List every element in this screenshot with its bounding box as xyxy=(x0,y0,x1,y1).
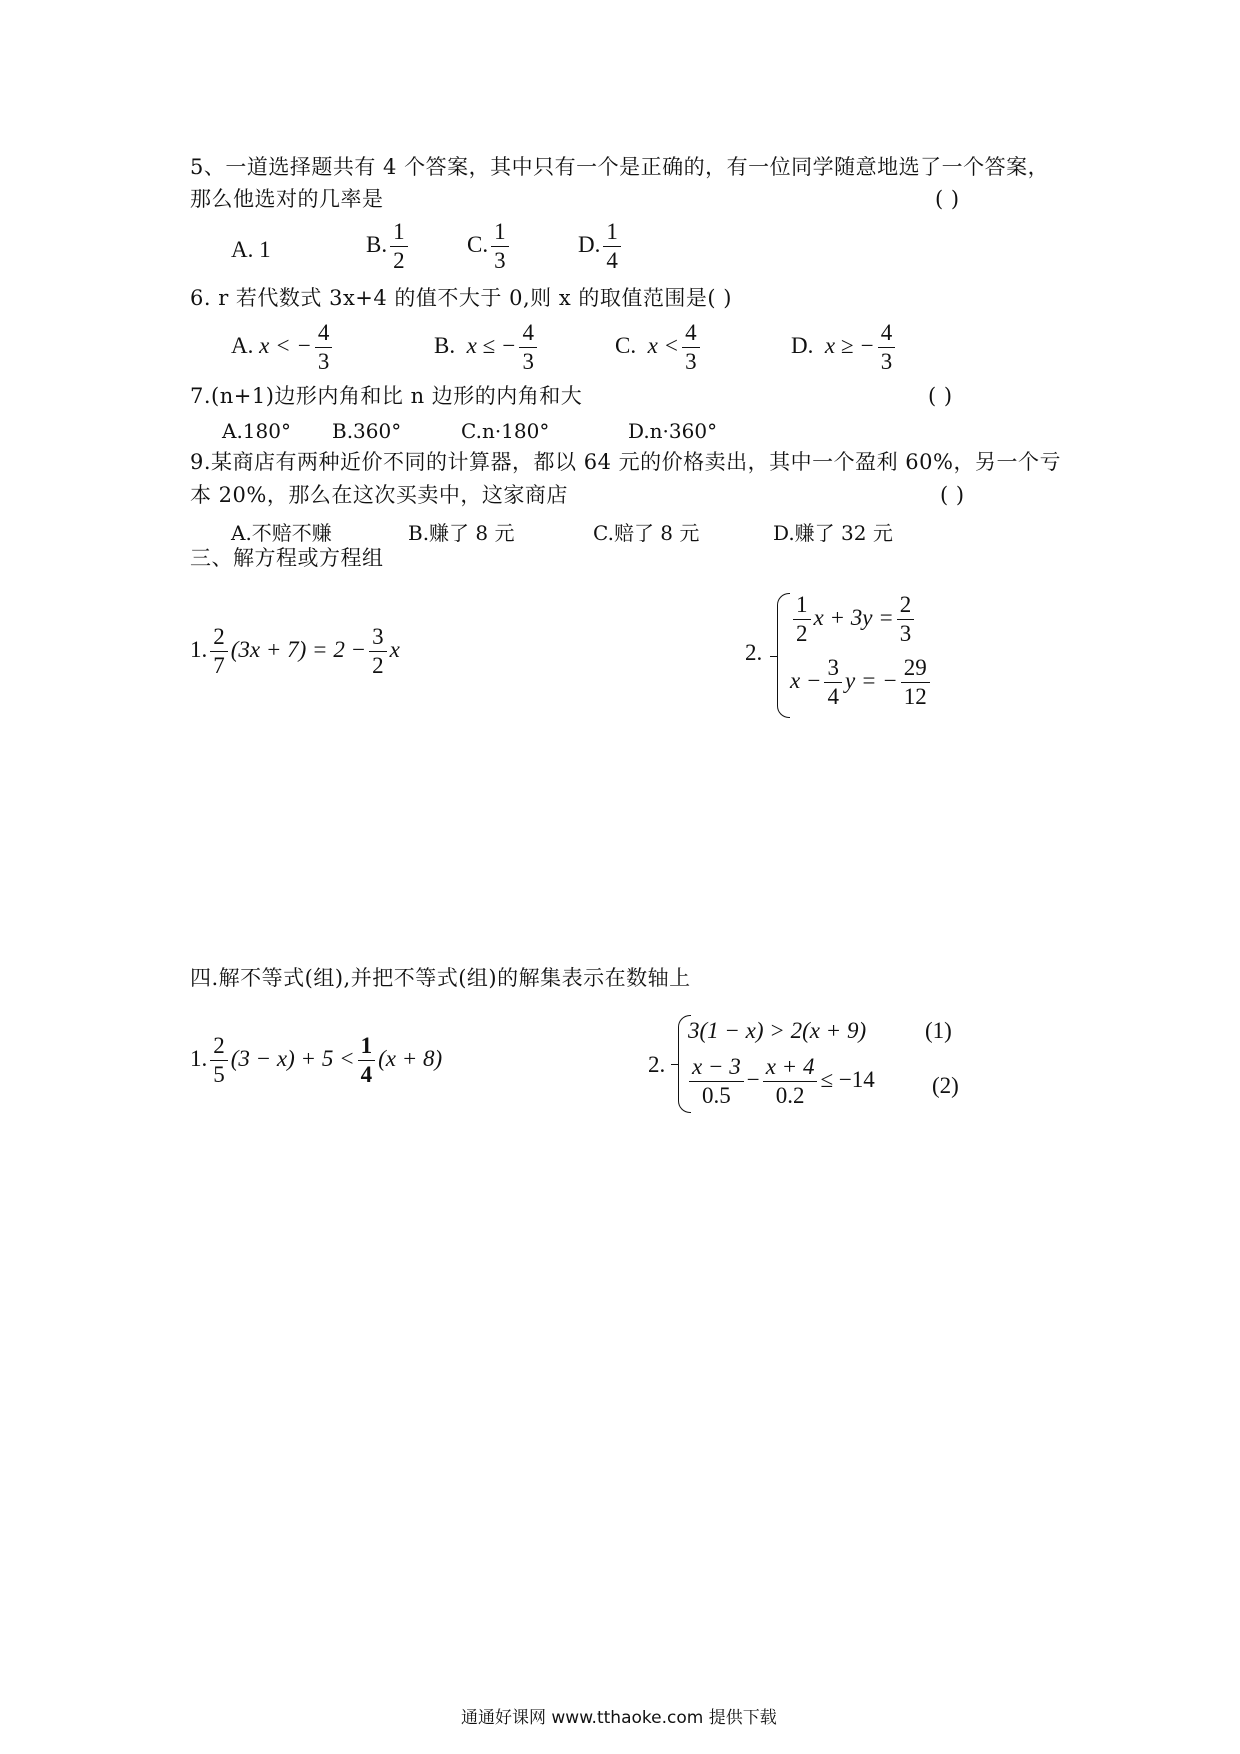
section4-system-tag-2: (2) xyxy=(932,1073,959,1098)
q9-stem-line1: 9.某商店有两种近价不同的计算器，都以 64 元的价格卖出，其中一个盈利 60%，另一个亏 xyxy=(190,450,1061,474)
footer-source: 通通好课网 www.tthaoke.com 提供下载 xyxy=(461,1708,777,1728)
q7-stem: 7.(n+1)边形内角和比 n 边形的内角和大 xyxy=(190,384,583,408)
q7-option-a: A.180° xyxy=(222,419,291,443)
section3-system-brace xyxy=(777,593,790,718)
section4-system-row-1: 3(1 − x) > 2(x + 9) xyxy=(688,1018,867,1043)
q9-option-c: C.赔了 8 元 xyxy=(593,521,700,545)
q7-option-d: D.n·360° xyxy=(628,419,718,443)
section4-system-tag-1: (1) xyxy=(925,1018,952,1043)
q7-answer-paren: ( ) xyxy=(928,384,953,408)
q7-option-c: C.n·180° xyxy=(461,419,550,443)
q6-option-d: D. x ≥ − $\frac{4}{3}$ xyxy=(791,321,898,374)
q9-option-b: B.赚了 8 元 xyxy=(408,521,515,545)
section4-system-label: 2. xyxy=(648,1052,666,1077)
section3-system-row-2: x − $\frac{3}{4}$ y = − $\frac{29}{12}$ xyxy=(790,656,933,709)
q9-option-a: A.不赔不赚 xyxy=(231,521,332,545)
section3-title: 三、解方程或方程组 xyxy=(190,546,384,570)
q6-option-b: B. x ≤ − $\frac{4}{3}$ xyxy=(434,321,540,374)
q5-stem-line1: 5、一道选择题共有 4 个答案，其中只有一个是正确的，有一位同学随意地选了一个答案， xyxy=(190,155,1050,179)
q5-answer-paren: ( ) xyxy=(935,187,960,211)
section3-system-row-1: $\frac{1}{2}$ x + 3y = $\frac{2}{3}$ xyxy=(790,593,917,646)
q5-stem-line2: 那么他选对的几率是 xyxy=(190,187,384,211)
section4-title: 四.解不等式(组),并把不等式(组)的解集表示在数轴上 xyxy=(190,966,691,990)
section3-system-label: 2. xyxy=(745,640,763,665)
section4-system-row-2: $\frac{x - 3}{0.5}$ − $\frac{x + 4}{0.2}$ ≤ −14 xyxy=(686,1055,875,1108)
section4-inequality-1: 1. $\frac{2}{5}$ (3 − x) + 5 < $\frac{1}{4}$ (x + 8) xyxy=(190,1033,443,1088)
q7-option-b: B.360° xyxy=(332,419,402,443)
q9-answer-paren: ( ) xyxy=(940,483,965,507)
q5-option-b: B. $\frac{1}{2}$ xyxy=(366,220,411,273)
q6-stem: 6. r 若代数式 3x+4 的值不大于 0,则 x 的取值范围是( ) xyxy=(190,286,732,310)
q9-option-d: D.赚了 32 元 xyxy=(773,521,893,545)
q5-option-c: C. $\frac{1}{3}$ xyxy=(467,220,512,273)
q6-option-a: A. x < − $\frac{4}{3}$ xyxy=(231,321,335,374)
q9-stem-line2: 本 20%，那么在这次买卖中，这家商店 xyxy=(190,483,568,507)
q5-option-a: A. 1 xyxy=(231,237,271,262)
q5-option-d: D. $\frac{1}{4}$ xyxy=(578,220,624,273)
q6-option-c: C. x < $\frac{4}{3}$ xyxy=(615,321,703,374)
section3-equation-1: 1. $\frac{2}{7}$ (3x + 7) = 2 − $\frac{3}{2}$ x xyxy=(190,624,400,679)
